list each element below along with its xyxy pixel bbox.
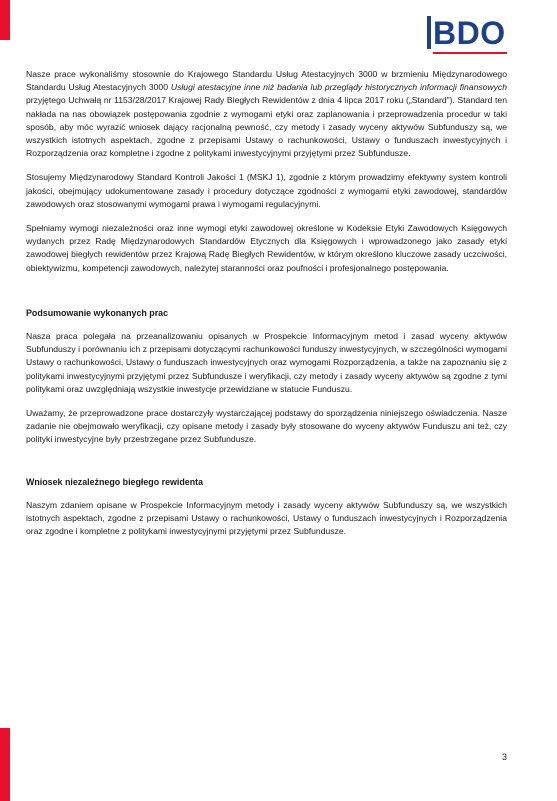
paragraph-independence: Spełniamy wymogi niezależności oraz inne wymogi etyki zawodowej określone w Kodeksie Etyki Zawodowych Księgowych wydanych przez Radę Międzynarodowych Standardów Etycznych dla Księgowych i wprowadzonego jako zasady etyki zawodowej biegłych rewidentów przez Krajową Radę Biegłych Rewidentów, w którym określono kluczowe zasady uczciwości, obiektywizmu, kompetencji zawodowych, należytej staranności oraz poufności i profesjonalnego postępowania. <box>26 223 507 273</box>
heading-summary: Podsumowanie wykonanych prac <box>26 307 169 318</box>
red-edge-marker-bottom <box>0 728 10 801</box>
document-body <box>26 68 507 549</box>
paragraph-conclusion: Naszym zdaniem opisane w Prospekcie Informacyjnym metody i zasady wyceny aktywów Subfunduszy są, we wszystkich istotnych aspektach, zgodne z przepisami Ustawy o rachunkowości, Ustawy o funduszach inwestycyjnych i Rozporządzenia oraz zgodne i kompletne z politykami inwestycyjnymi przyjętymi przez Subfundusze. <box>26 499 507 537</box>
heading-conclusion: Wniosek niezależnego biegłego rewidenta <box>26 476 204 487</box>
logo-underline <box>433 52 507 54</box>
page-number: 3 <box>502 752 508 762</box>
standard-title-italic: Usługi atestacyjne inne niż badania lub przeglądy historycznych informacji finansowych <box>170 82 507 93</box>
logo-bar <box>427 16 431 49</box>
paragraph-sufficiency: Uważamy, że przeprowadzone prace dostarczyły wystarczającej podstawy do sporządzenia niniejszego oświadczenia. Nasze zadanie nie obejmowało weryfikacji, czy opisane metody i zasady były stosowane do wyceny aktywów Funduszu ani też, czy polityki inwestycyjne były przestrzegane przez Subfundusze. <box>26 408 507 445</box>
red-edge-marker-top <box>0 0 10 40</box>
paragraph-work-performed: Nasza praca polegała na przeanalizowaniu opisanych w Prospekcie Informacyjnym metod i zasad wyceny aktywów Subfunduszy i porównaniu ich z przepisami dotyczącymi rachunkowości funduszy inwestycyjnych, w szczególności wymogami Ustawy o rachunkowości, Ustawy o funduszach inwestycyjnych oraz wymogami Rozporządzenia, a także na zapoznaniu się z politykami inwestycyjnymi przyjętymi przez Subfundusze i weryfikacji, czy metody i zasady wyceny aktywów są zgodne z tymi politykami oraz uwzględniają wszystkie inwestycje przewidziane w statucie Funduszu. <box>26 331 507 394</box>
paragraph-quality-control: Stosujemy Międzynarodowy Standard Kontroli Jakości 1 (MSKJ 1), zgodnie z którym prowadzimy efektywny system kontroli jakości, obejmujący udokumentowane zasady i procedury dotyczące zgodności z wymogami etyki zawodowej, standardów zawodowych oraz stosowanymi wymogami prawa i wymogami regulacyjnymi. <box>26 172 507 209</box>
logo-text: BDO <box>433 15 506 51</box>
paragraph-standard: Nasze prace wykonaliśmy stosownie do Krajowego Standardu Usług Atestacyjnych 3000 w brzmieniu Międzynarodowego Standardu Usług Atestacyjnych 3000 Usługi atestacyjne inne niż badania lub przeglądy historycznych informacji finansowych przyjętego Uchwałą nr 1153/28/2017 Krajowej Rady Biegłych Rewidentów z dnia 4 lipca 2017 roku („Standard"). Standard ten nakłada na nas obowiązek postępowania zgodnie z wymogami etyki oraz zaplanowania i przeprowadzenia procedur w taki sposób, aby móc wyrazić wniosek dający racjonalną pewność, czy metody i zasady wyceny aktywów Subfunduszy są, we wszystkich istotnych aspektach, zgodne z przepisami Ustawy o rachunkowości, Ustawy o funduszach inwestycyjnych i Rozporządzenia oraz kompletne i zgodne z politykami inwestycyjnymi przyjętymi przez Subfundusze. <box>26 69 507 159</box>
bdo-logo <box>427 14 511 54</box>
